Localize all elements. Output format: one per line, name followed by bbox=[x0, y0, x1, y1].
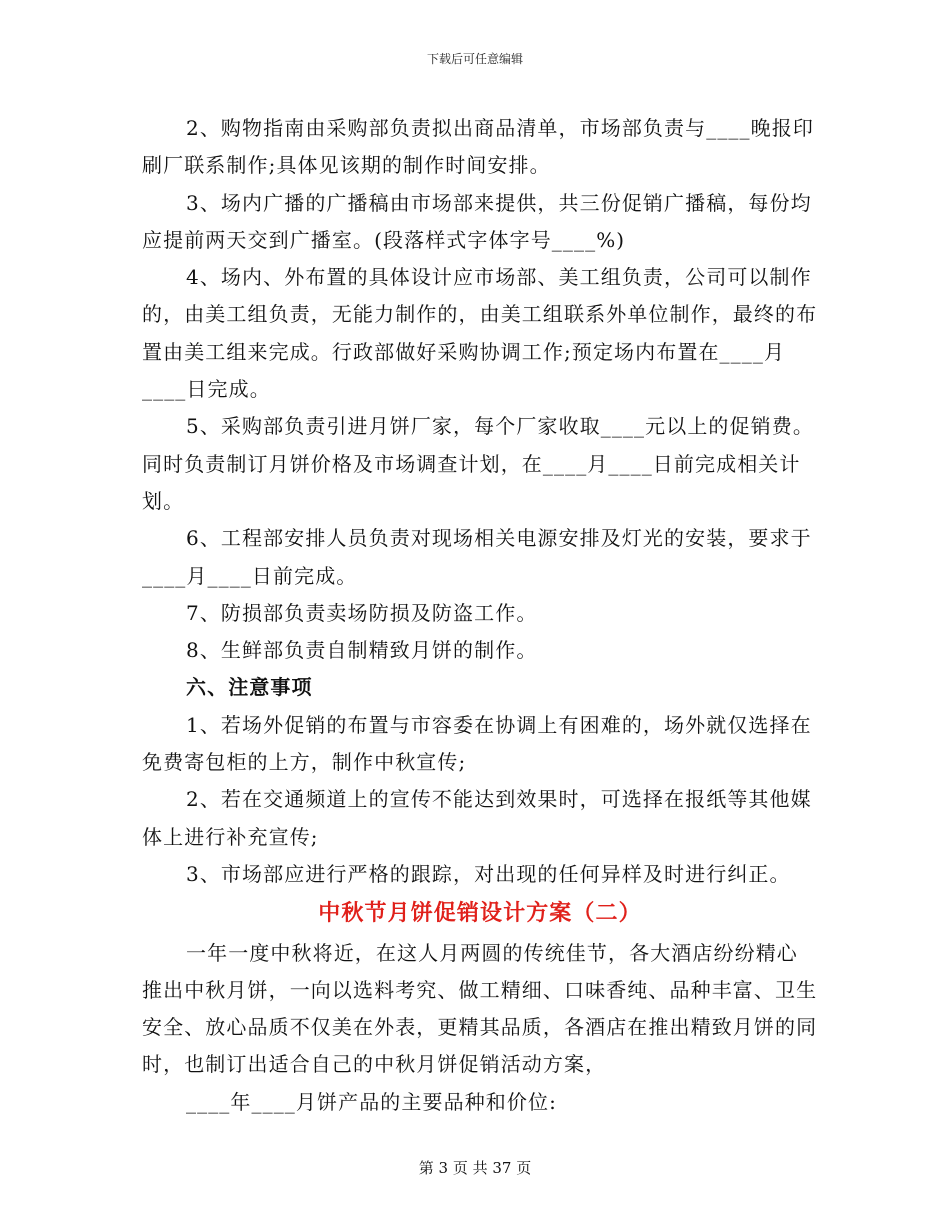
paragraph-item-3: 3、场内广播的广播稿由市场部来提供，共三份促销广播稿，每份均应提前两天交到广播室。(段落样式字体字号____%) bbox=[142, 190, 812, 252]
paragraph-item-8: 8、生鲜部负责自制精致月饼的制作。 bbox=[186, 638, 538, 663]
paragraph-item-2: 2、购物指南由采购部负责拟出商品清单，市场部负责与____晚报印刷厂联系制作;具体见该期的制作时间安排。 bbox=[142, 116, 814, 178]
paragraph-item-5: 5、采购部负责引进月饼厂家，每个厂家收取____元以上的促销费。同时负责制订月饼价格及市场调查计划，在____月____日前完成相关计划。 bbox=[142, 414, 814, 513]
document-title: 中秋节月饼促销设计方案（二） bbox=[318, 901, 642, 927]
document-body bbox=[142, 110, 818, 1121]
paragraph-item-4: 4、场内、外布置的具体设计应市场部、美工组负责，公司可以制作的，由美工组负责，无能力制作的，由美工组联系外单位制作，最终的布置由美工组来完成。行政部做好采购协调工作;预定场内布置在____月____日完成。 bbox=[142, 265, 818, 402]
notice-item-2: 2、若在交通频道上的宣传不能达到效果时，可选择在报纸等其他媒体上进行补充宣传; bbox=[142, 787, 812, 849]
notice-item-1: 1、若场外促销的布置与市容委在协调上有困难的，场外就仅选择在免费寄包柜的上方，制作中秋宣传; bbox=[142, 712, 812, 775]
paragraph-item-7: 7、防损部负责卖场防损及防盗工作。 bbox=[186, 600, 538, 625]
intro-paragraph: 一年一度中秋将近，在这人月两圆的传统佳节，各大酒店纷纷精心推出中秋月饼，一向以选料考究、做工精细、口味香纯、品种丰富、卫生安全、放心品质不仅美在外表，更精其品质，各酒店在推出精致月饼的同时，也制订出适合自己的中秋月饼促销活动方案， bbox=[142, 940, 818, 1077]
page-header: 下载后可任意编辑 bbox=[426, 52, 523, 66]
products-line: ____年____月饼产品的主要品种和价位: bbox=[186, 1089, 557, 1114]
section-heading: 六、注意事项 bbox=[186, 675, 313, 700]
page-footer: 第 3 页 共 37 页 bbox=[418, 1159, 532, 1177]
paragraph-item-6: 6、工程部安排人员负责对现场相关电源安排及灯光的安装，要求于____月____日前完成。 bbox=[142, 526, 812, 588]
notice-item-3: 3、市场部应进行严格的跟踪，对出现的任何异样及时进行纠正。 bbox=[186, 861, 791, 886]
